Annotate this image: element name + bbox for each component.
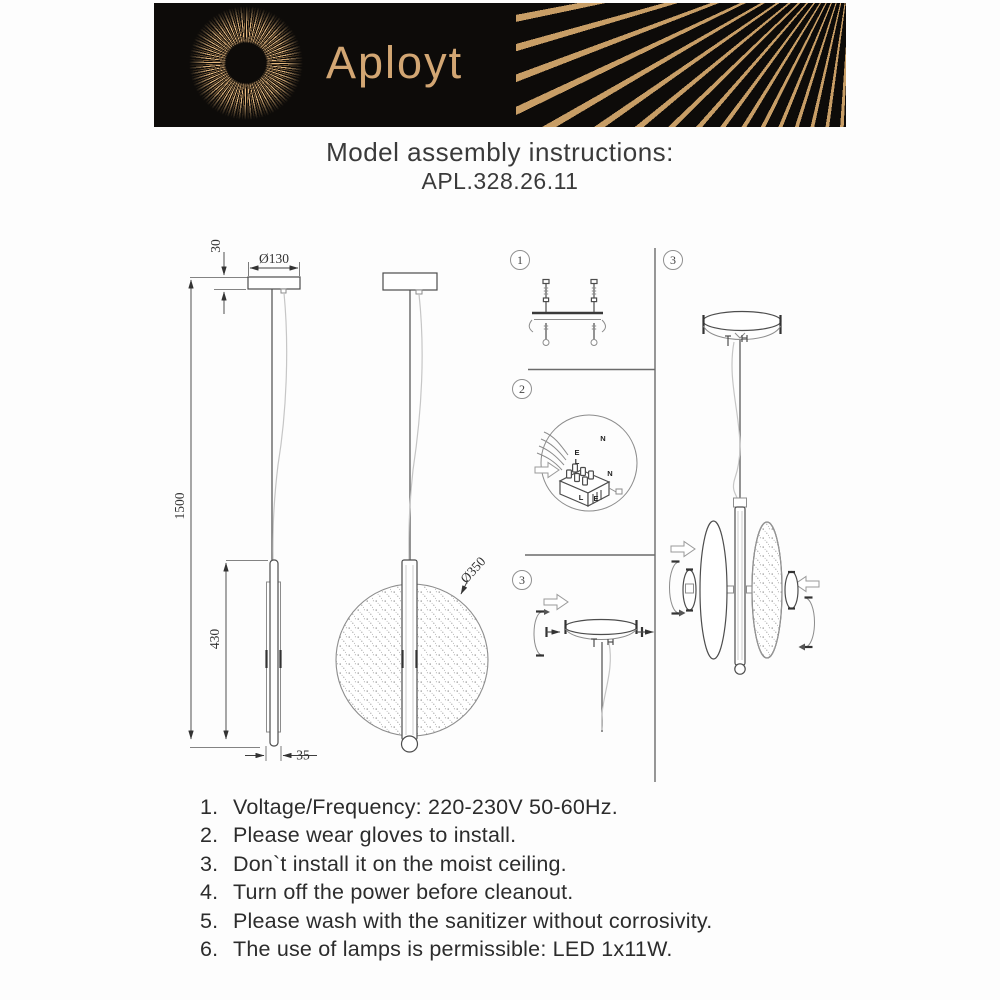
instruction-item	[200, 909, 860, 937]
canopy-large	[703, 312, 781, 331]
panel-dividers	[525, 248, 655, 782]
wire-label-e-left: E	[574, 448, 580, 457]
lock-ring-right	[785, 572, 798, 609]
instruction-item	[200, 852, 860, 880]
instruction-text: Please wash with the sanitizer without corrosivity.	[233, 908, 713, 933]
disc-textured	[752, 522, 782, 658]
assembly-diagram	[150, 230, 860, 790]
instruction-text: Voltage/Frequency: 220-230V 50-60Hz.	[233, 795, 618, 819]
instruction-number: 4.	[200, 880, 219, 905]
ray-decoration	[516, 3, 846, 127]
instruction-item	[200, 795, 860, 823]
instruction-text: Don`t install it on the moist ceiling.	[233, 851, 567, 876]
slide-arrow-icon	[544, 595, 568, 610]
wire-label-e-bottom: E	[593, 494, 599, 503]
wire-label-l-bottom: L	[578, 493, 584, 502]
instruction-text: Please wear gloves to install.	[233, 823, 517, 848]
model-number: APL.328.26.11	[421, 168, 579, 194]
instruction-list	[200, 795, 860, 965]
dim-shade-diameter: Ø350	[457, 553, 489, 587]
rotate-ring-left	[670, 562, 680, 613]
brand-banner	[154, 3, 846, 127]
slide-left-arrow-icon	[795, 577, 819, 592]
rotate-ring-right	[805, 598, 815, 647]
wire-label-n-top: N	[600, 434, 606, 443]
wire-label-n-right: N	[607, 469, 613, 478]
diffuser-ball	[402, 736, 418, 752]
dim-bar-width: 35	[296, 747, 310, 763]
instruction-text: Turn off the power before cleanout.	[233, 880, 574, 905]
lamp-bar-front	[402, 560, 417, 740]
instruction-item	[200, 937, 860, 965]
dim-total-drop: 1500	[172, 492, 187, 520]
slide-right-arrow-icon	[671, 542, 695, 557]
instruction-item	[200, 880, 860, 908]
step-1-panel	[511, 251, 606, 346]
lamp-bar-side	[270, 560, 278, 746]
front-view	[336, 273, 489, 752]
instruction-number: 5.	[200, 908, 219, 933]
lamp-bar-exploded	[735, 507, 745, 665]
canopy-small	[565, 620, 637, 635]
page-title: Model assembly instructions:	[326, 137, 674, 167]
ceiling-plate-front	[383, 273, 437, 290]
disc-plain	[700, 521, 727, 659]
step-3-large-number: 3	[670, 253, 676, 267]
instruction-number: 3.	[200, 851, 219, 876]
brand-wordmark: Aployt	[326, 37, 464, 88]
instruction-item	[200, 823, 860, 851]
dim-canopy-diameter: Ø130	[259, 251, 289, 266]
instruction-text: The use of lamps is permissible: LED 1x11W.	[233, 936, 673, 961]
instruction-number: 1.	[200, 795, 219, 819]
step-3-assembly-panel	[664, 251, 820, 675]
step-2-panel	[513, 380, 638, 512]
dim-bar-length: 430	[207, 628, 222, 650]
instruction-number: 6.	[200, 936, 219, 961]
step-3-number: 3	[519, 573, 525, 587]
dim-canopy-height: 30	[208, 239, 223, 253]
side-view	[172, 239, 317, 763]
ceiling-plate-side	[248, 277, 300, 289]
instruction-number: 2.	[200, 823, 219, 848]
step-2-number: 2	[519, 382, 525, 396]
push-arrow-icon	[535, 463, 559, 478]
step-1-number: 1	[517, 253, 523, 267]
step-3-panel	[513, 571, 654, 733]
sunburst-logo-icon	[184, 3, 308, 125]
wire-label-l-left: L	[574, 457, 580, 466]
